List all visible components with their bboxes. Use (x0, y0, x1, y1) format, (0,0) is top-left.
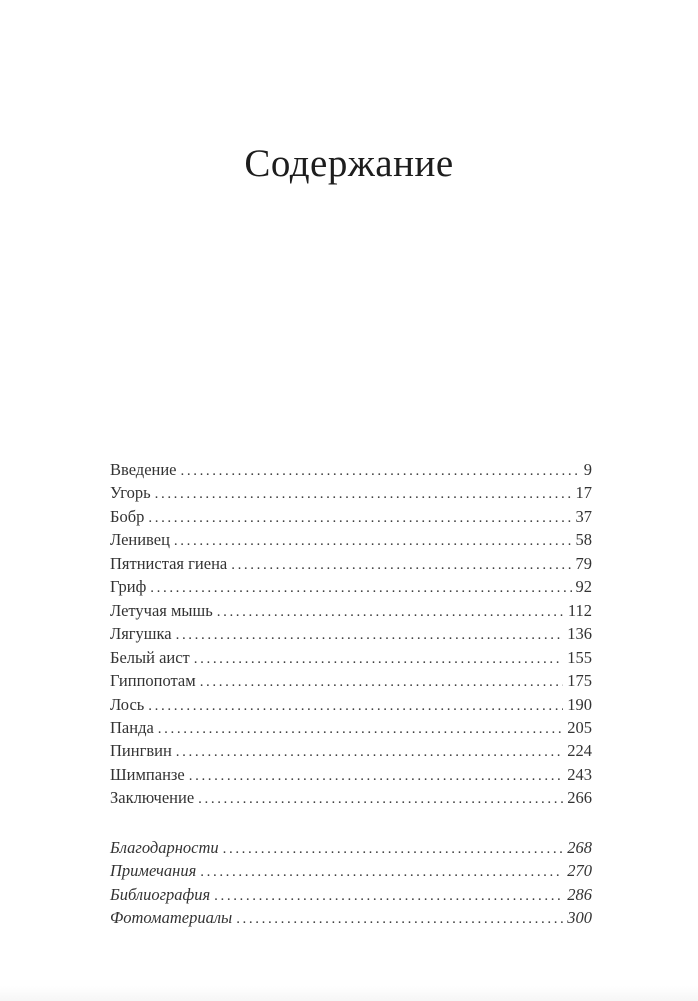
toc-entry-label: Лось (110, 694, 145, 714)
toc-entry-label: Фотоматериалы (110, 908, 233, 928)
toc-row (110, 717, 592, 740)
dot-leader (176, 623, 564, 646)
toc-entry-page: 268 (567, 837, 592, 857)
dot-leader (176, 740, 563, 763)
toc-entry-label: Панда (110, 717, 154, 737)
toc-entry-label: Благодарности (110, 837, 219, 857)
toc-entry-page: 17 (575, 483, 592, 503)
dot-leader (231, 553, 571, 576)
toc-entry-page: 270 (567, 861, 592, 881)
toc-appendix-group (110, 837, 592, 931)
dot-leader (181, 459, 580, 482)
toc-entry-label: Лягушка (110, 624, 172, 644)
dot-leader (217, 600, 564, 623)
toc-row (110, 694, 592, 717)
toc-entry-page: 79 (575, 553, 592, 573)
toc-list (110, 459, 592, 931)
toc-row (110, 907, 592, 930)
dot-leader (200, 860, 563, 883)
toc-row (110, 884, 592, 907)
toc-row (110, 860, 592, 883)
toc-row (110, 837, 592, 860)
dot-leader (236, 907, 563, 930)
toc-entry-page: 175 (567, 671, 592, 691)
page-title: Содержание (244, 142, 454, 185)
toc-row (110, 600, 592, 623)
toc-entry-page: 9 (583, 460, 592, 479)
toc-entry-label: Библиография (110, 884, 211, 904)
toc-entry-label: Шимпанзе (110, 764, 185, 784)
toc-row (110, 529, 592, 552)
toc-entry-label: Белый аист (110, 647, 190, 667)
toc-entry-label: Пятнистая гиена (110, 553, 228, 573)
dot-leader (158, 717, 563, 740)
toc-entry-page: 155 (567, 647, 592, 667)
toc-row (110, 553, 592, 576)
dot-leader (155, 482, 572, 505)
toc-entry-label: Введение (110, 460, 177, 479)
dot-leader (200, 670, 564, 693)
toc-entry-page: 243 (567, 764, 592, 784)
dot-leader (223, 837, 564, 860)
toc-entry-page: 190 (567, 694, 592, 714)
toc-entry-label: Ленивец (110, 530, 170, 550)
toc-entry-page: 224 (567, 741, 592, 761)
toc-entry-page: 92 (575, 577, 592, 597)
toc-entry-label: Угорь (110, 483, 151, 503)
toc-entry-page: 58 (575, 530, 592, 550)
toc-entry-page: 112 (567, 600, 592, 620)
dot-leader (150, 576, 571, 599)
toc-row (110, 647, 592, 670)
toc-row (110, 787, 592, 810)
toc-main-group (110, 459, 592, 811)
toc-row (110, 670, 592, 693)
toc-entry-label: Гриф (110, 577, 147, 597)
dot-leader (214, 884, 563, 907)
dot-leader (194, 647, 563, 670)
toc-row (110, 576, 592, 599)
toc-entry-page: 37 (575, 506, 592, 526)
toc-entry-label: Летучая мышь (110, 600, 213, 620)
toc-entry-page: 300 (567, 908, 592, 928)
toc-row (110, 623, 592, 646)
dot-leader (174, 529, 572, 552)
toc-entry-page: 266 (567, 788, 592, 808)
toc-entry-page: 286 (567, 884, 592, 904)
toc-row (110, 482, 592, 505)
dot-leader (198, 787, 563, 810)
toc-entry-label: Заключение (110, 788, 195, 808)
toc-entry-page: 205 (567, 717, 592, 737)
toc-row (110, 506, 592, 529)
toc-entry-label: Гиппопотам (110, 671, 196, 691)
dot-leader (148, 506, 571, 529)
dot-leader (189, 764, 564, 787)
toc-row (110, 740, 592, 763)
toc-row (110, 459, 592, 482)
toc-entry-page: 136 (567, 624, 592, 644)
toc-entry-label: Пингвин (110, 741, 172, 761)
dot-leader (148, 694, 563, 717)
toc-entry-label: Примечания (110, 861, 197, 881)
toc-entry-label: Бобр (110, 506, 145, 526)
toc-row (110, 764, 592, 787)
